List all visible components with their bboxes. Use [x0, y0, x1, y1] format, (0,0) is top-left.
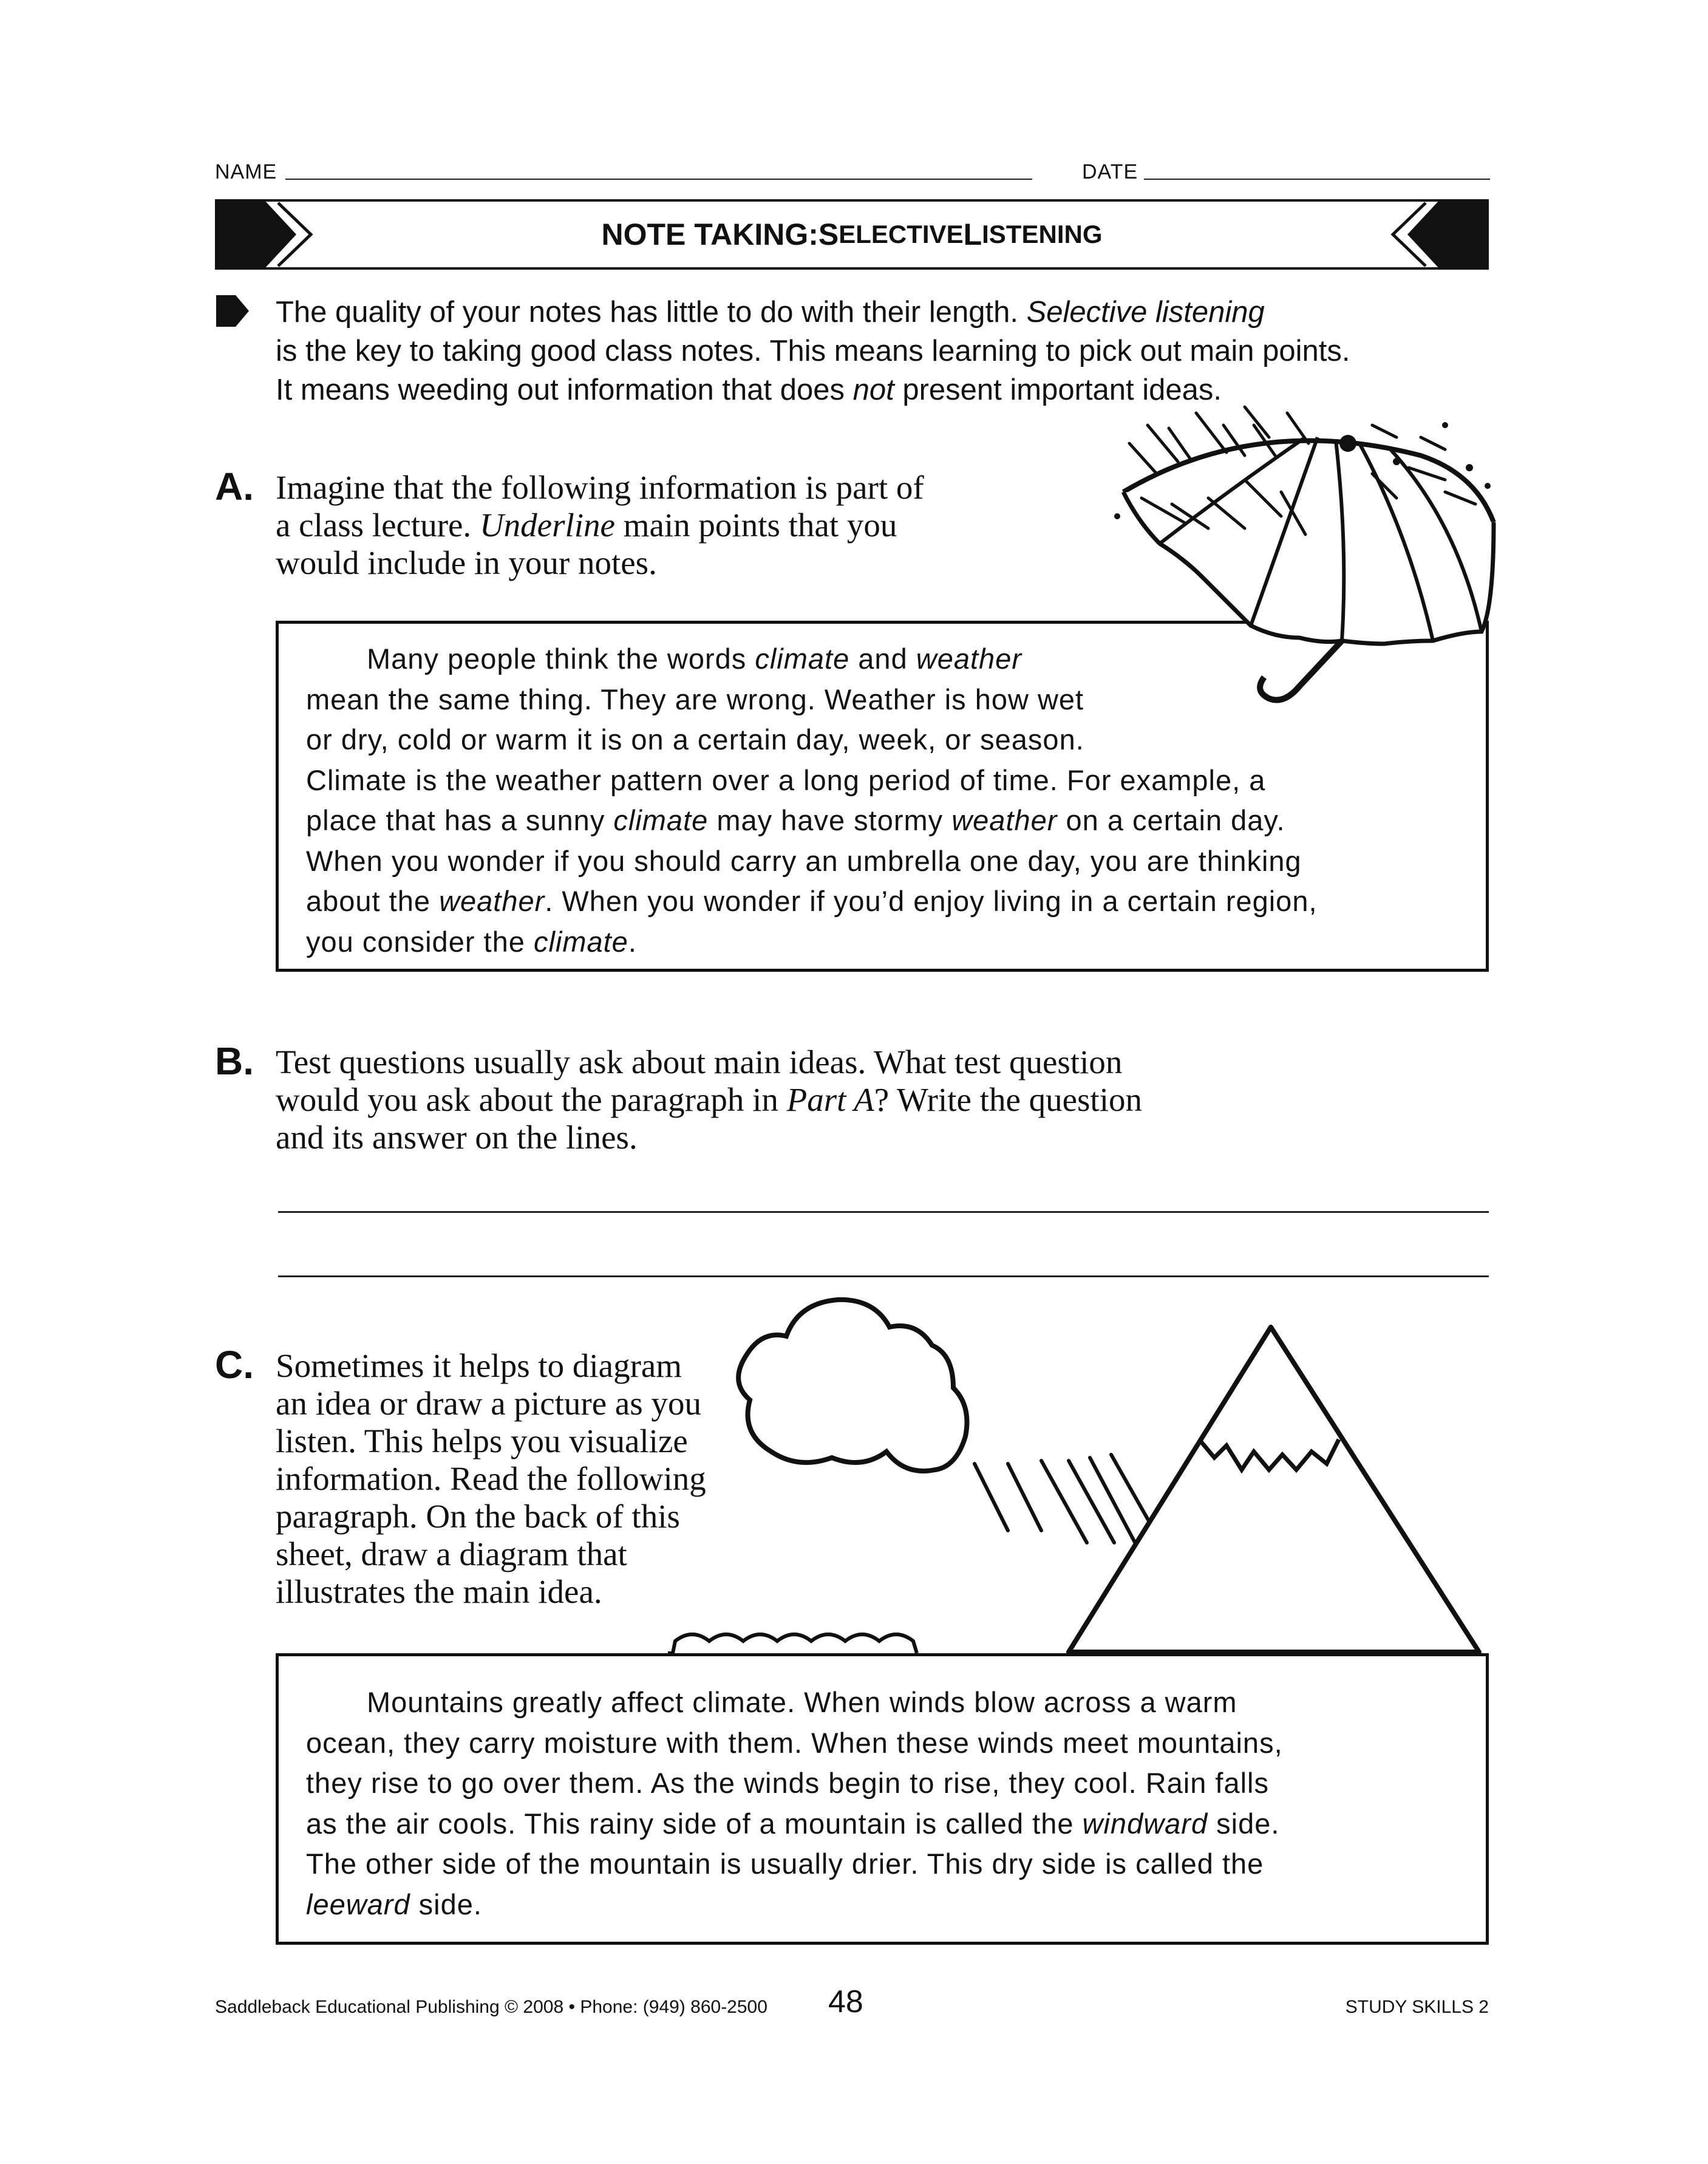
cloud-mountain-ocean-icon [668, 1288, 1494, 1670]
page-number: 48 [828, 1984, 863, 2019]
part-a-letter: A. [215, 465, 254, 508]
bullet-arrow-icon [216, 294, 250, 328]
umbrella-rain-icon [1105, 401, 1500, 729]
part-c-letter: C. [215, 1343, 254, 1387]
date-label: DATE [1082, 160, 1138, 183]
part-b-instructions: Test questions usually ask about main ideas. What test question would you ask about the paragraph in Part A? Write the question and its answer on the lines. [276, 1043, 1142, 1156]
name-label: NAME [215, 160, 277, 183]
name-line[interactable] [285, 179, 1032, 180]
part-a-instructions: Imagine that the following information is part of a class lecture. Underline main points that you would include in your notes. [276, 469, 924, 581]
intro-text: The quality of your notes has little to do with their length. Selective listening is the key to taking good class notes. This means learning to pick out main points. It means weeding out information that does not present important ideas. [276, 296, 1350, 406]
footer-publisher: Saddleback Educational Publishing © 2008 • Phone: (949) 860-2500 [215, 1997, 767, 2017]
answer-line-1[interactable] [278, 1211, 1489, 1213]
date-line[interactable] [1144, 179, 1490, 180]
part-a-passage: Many people think the words climate and weather mean the same thing. They are wrong. Weather is how wet or dry, cold or warm it is on a certain day, week, or season. Climate is the weather pattern over a long period of time. For example, a place that has a sunny climate may have stormy weather on a certain day. When you wonder if you should carry an umbrella one day, you are thinking about the weather. When you wonder if you’d enjoy living in a certain region, you consider the climate. [306, 643, 1318, 958]
part-b-letter: B. [215, 1039, 254, 1083]
answer-line-2[interactable] [278, 1275, 1489, 1277]
footer-series: STUDY SKILLS 2 [1345, 1997, 1489, 2017]
page-title: NOTE TAKING: S ELECTIVE L ISTENING [601, 217, 1103, 251]
part-c-passage: Mountains greatly affect climate. When winds blow across a warm ocean, they carry moisture with them. When these winds meet mountains, they rise to go over them. As the winds begin to rise, they cool. Rain falls as the air cools. This rainy side of a mountain is called the windward side. The other side of the mountain is usually drier. This dry side is called the leeward side. [306, 1686, 1283, 1920]
part-c-instructions: Sometimes it helps to diagram an idea or draw a picture as you listen. This helps you visualize information. Read the following paragraph. On the back of this sheet, draw a diagram that illustrates the main idea. [276, 1347, 706, 1610]
